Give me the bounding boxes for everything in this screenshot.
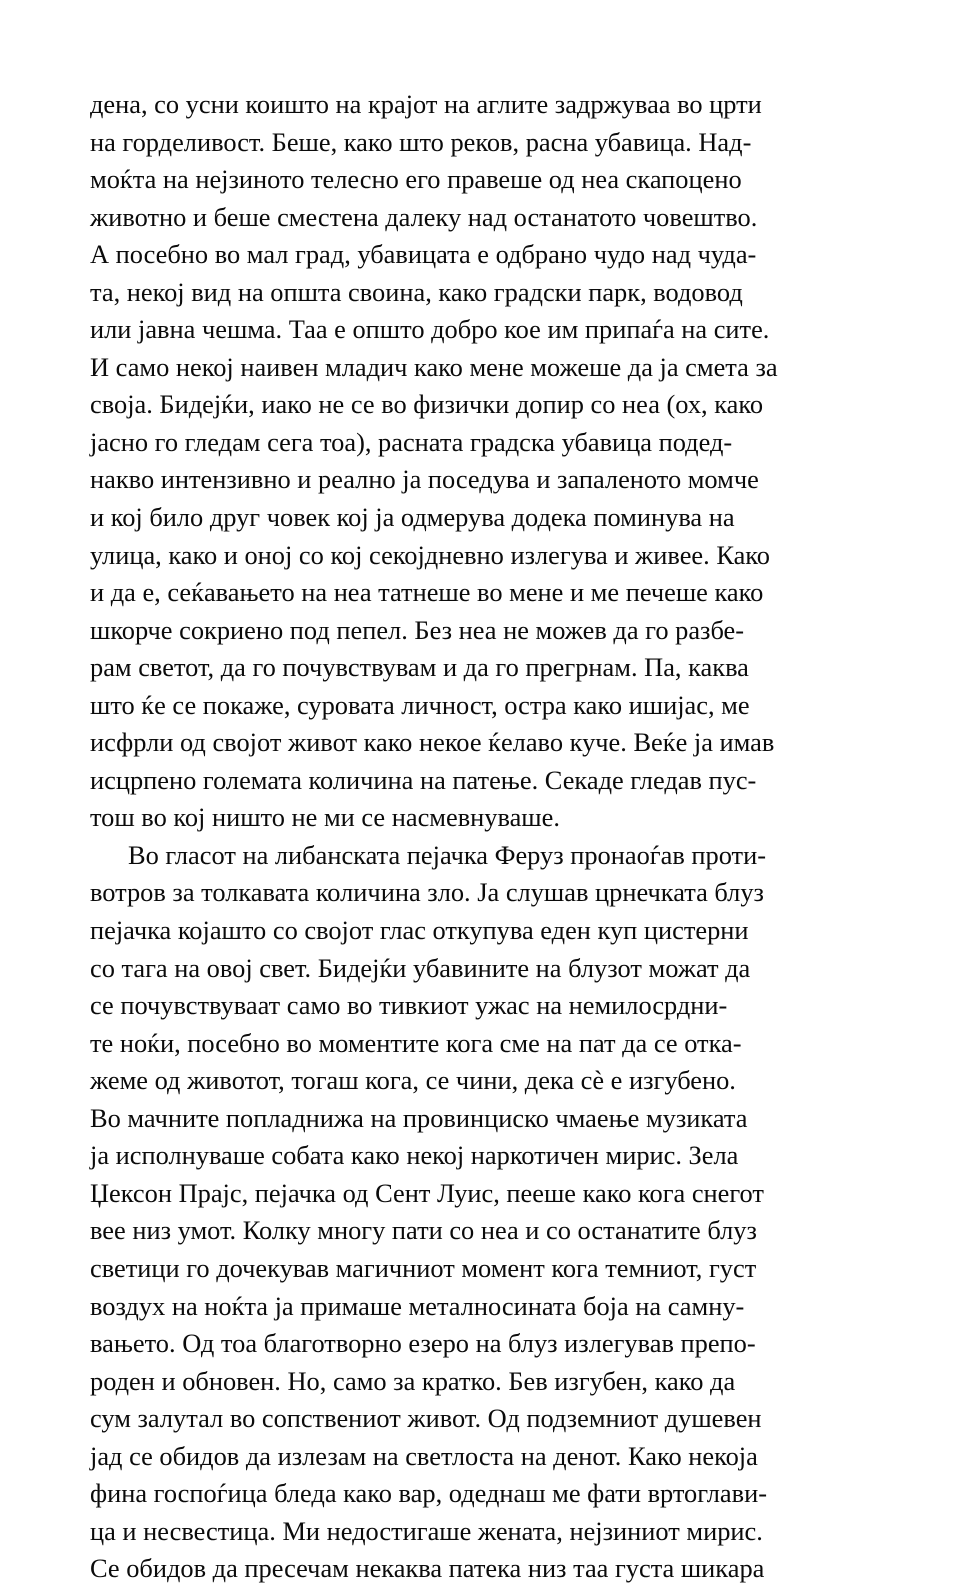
text-line: или јавна чешма. Таа е општо добро кое им припаѓа на сите. [90,314,770,345]
text-line: јад се обидов да излезам на светлоста на денот. Како некоја [90,1440,758,1471]
text-line: Џексон Прајс, пејачка од Сент Луис, пееше како кога снегот [90,1177,764,1208]
text-line: та, некој вид на општа своина, како градски парк, водовод [90,276,743,307]
text-line: Се обидов да пресечам некаква патека низ таа густа шикара [90,1553,765,1584]
text-line: и да е, сеќавањето на неа татнеше во мене и ме печеше како [90,577,764,608]
text-line: на горделивост. Беше, како што реков, расна убавица. Над- [90,126,752,157]
text-line: јасно го гледам сега тоа), расната градска убавица подед- [90,426,733,457]
text-line: шкорче сокриено под пепел. Без неа не можев да го разбе- [90,614,745,645]
text-line: со тага на овој свет. Бидејќи убавините на блузот можат да [90,952,751,983]
page-text-block [90,86,868,1588]
text-line: вее низ умот. Колку многу пати со неа и со останатите блуз [90,1215,757,1246]
text-line: вотров за толкавата количина зло. Ја слушав црнечката блуз [90,877,764,908]
paragraph [90,86,868,837]
text-line: моќта на нејзиното телесно его правеше од неа скапоцено [90,164,742,195]
text-line: светици го дочекував магичниот момент кога темниот, густ [90,1252,757,1283]
text-line: Во гласот на либанската пејачка Феруз пронаоѓав проти- [128,839,766,870]
text-line: ца и несвестица. Ми недостигаше жената, нејзиниот мирис. [90,1515,763,1546]
text-line: И само некој наивен младич како мене можеше да ја смета за [90,351,778,382]
text-line: накво интензивно и реално ја поседува и запаленото момче [90,464,759,495]
text-line: своја. Бидејќи, иако не се во физички допир со неа (ох, како [90,389,764,420]
text-line: вањето. Од тоа благотворно езеро на блуз излегував препо- [90,1328,756,1359]
text-line: Во мачните попладнижа на провинциско чмаење музиката [90,1102,748,1133]
text-line: ја исполнуваше собата како некој наркотичен мирис. Зела [90,1140,739,1171]
text-line: улица, како и оној со кој секојдневно излегува и живее. Како [90,539,770,570]
text-line: дена, со усни коишто на крајот на аглите задржуваа во црти [90,89,762,119]
text-line: пејачка којашто со својот глас откупува еден куп цистерни [90,915,749,946]
text-line: сум залутал во сопствениот живот. Од подземниот душевен [90,1403,762,1434]
text-line: се почувствуваат само во тивкиот ужас на немилосрдни- [90,990,728,1021]
text-line: исцрпено големата количина на патење. Секаде гледав пус- [90,764,757,795]
text-line: исфрли од својот живот како некое ќелаво куче. Веќе ја имав [90,727,775,758]
text-line: жеме од животот, тогаш кога, се чини, дека сѐ е изгубено. [90,1065,736,1096]
text-line: и кој било друг човек кој ја одмерува додека поминува на [90,502,735,533]
text-line: што ќе се покаже, суровата личност, остра како ишијас, ме [90,689,750,720]
text-line: фина госпоѓица бледа како вар, одеднаш ме фати вртоглави- [90,1478,767,1509]
text-line: роден и обновен. Но, само за кратко. Бев изгубен, како да [90,1365,736,1396]
text-line: те ноќи, посебно во моментите кога сме на пат да се отка- [90,1027,742,1058]
text-line: животно и беше сместена далеку над останатото човештво. [90,201,758,232]
paragraph [90,837,868,1588]
text-line: воздух на ноќта ја примаше металносината боја на самну- [90,1290,745,1321]
text-line: тош во кој ништо не ми се насмевнуваше. [90,802,560,833]
text-line: рам светот, да го почувствувам и да го прегрнам. Па, каква [90,652,749,683]
text-line: А посебно во мал град, убавицата е одбрано чудо над чуда- [90,239,757,270]
